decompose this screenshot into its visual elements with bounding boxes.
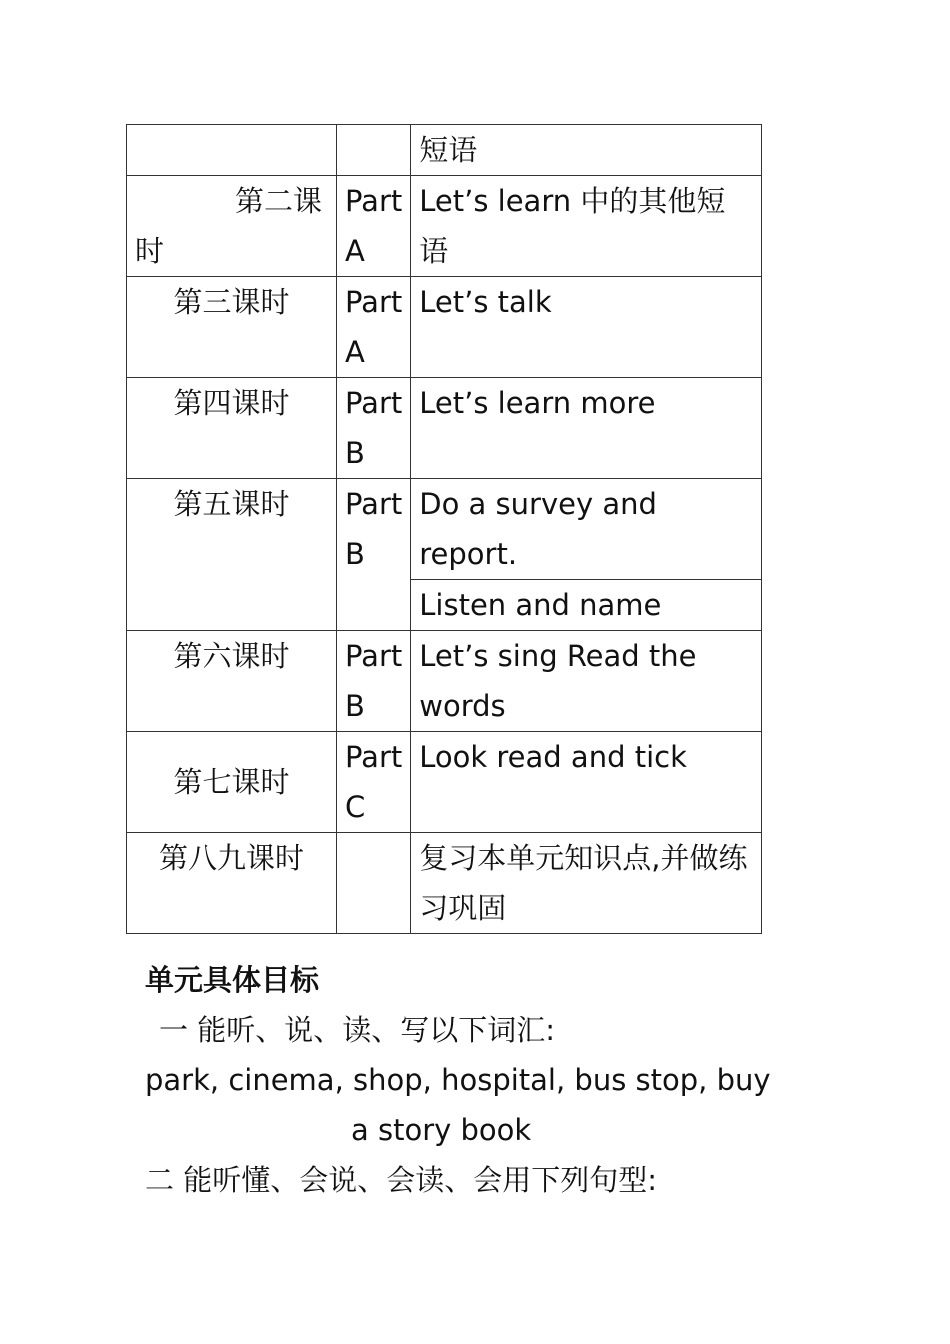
content-cell: Let’s learn more [411, 378, 762, 479]
part-cell [337, 833, 411, 934]
content-cell: Do a survey and report. [411, 479, 762, 580]
part-cell: Part C [337, 732, 411, 833]
goal-item-1: 一 能听、说、读、写以下词汇: [159, 1013, 555, 1047]
lesson-cell: 第三课时 [127, 277, 337, 378]
vocab-line-2: a story book [351, 1113, 532, 1147]
lesson-label-line1: 第二课 [234, 184, 322, 218]
lesson-cell: 第四课时 [127, 378, 337, 479]
content-cell: Let’s sing Read the words [411, 631, 762, 732]
lesson-cell: 第五课时 [127, 479, 337, 631]
unit-goals-section [145, 955, 825, 1205]
section-heading: 单元具体目标 [145, 963, 320, 997]
part-cell: Part B [337, 631, 411, 732]
part-cell: Part A [337, 277, 411, 378]
part-cell: Part B [337, 378, 411, 479]
table-row [127, 176, 762, 277]
table-row [127, 833, 762, 934]
content-cell: 短语 [411, 125, 762, 176]
table-row [127, 479, 762, 580]
lesson-cell: 第六课时 [127, 631, 337, 732]
content-cell: Listen and name [411, 580, 762, 631]
table-row [127, 277, 762, 378]
content-cell: 复习本单元知识点,并做练习巩固 [411, 833, 762, 934]
table-row [127, 631, 762, 732]
lesson-label-line2: 时 [135, 234, 165, 268]
part-cell [337, 125, 411, 176]
content-cell: Let’s talk [411, 277, 762, 378]
part-cell: Part B [337, 479, 411, 631]
table-row [127, 378, 762, 479]
content-cell: Look read and tick [411, 732, 762, 833]
table-row [127, 732, 762, 833]
table-row [127, 125, 762, 176]
lesson-cell: 第七课时 [127, 732, 337, 833]
goal-item-2: 二 能听懂、会说、会读、会用下列句型: [145, 1163, 657, 1197]
lesson-schedule-table [126, 124, 762, 934]
lesson-cell: 第八九课时 [127, 833, 337, 934]
part-cell: Part A [337, 176, 411, 277]
lesson-cell [127, 176, 337, 277]
vocab-line-1: park, cinema, shop, hospital, bus stop, buy [145, 1063, 771, 1097]
content-cell: Let’s learn 中的其他短语 [411, 176, 762, 277]
lesson-cell [127, 125, 337, 176]
